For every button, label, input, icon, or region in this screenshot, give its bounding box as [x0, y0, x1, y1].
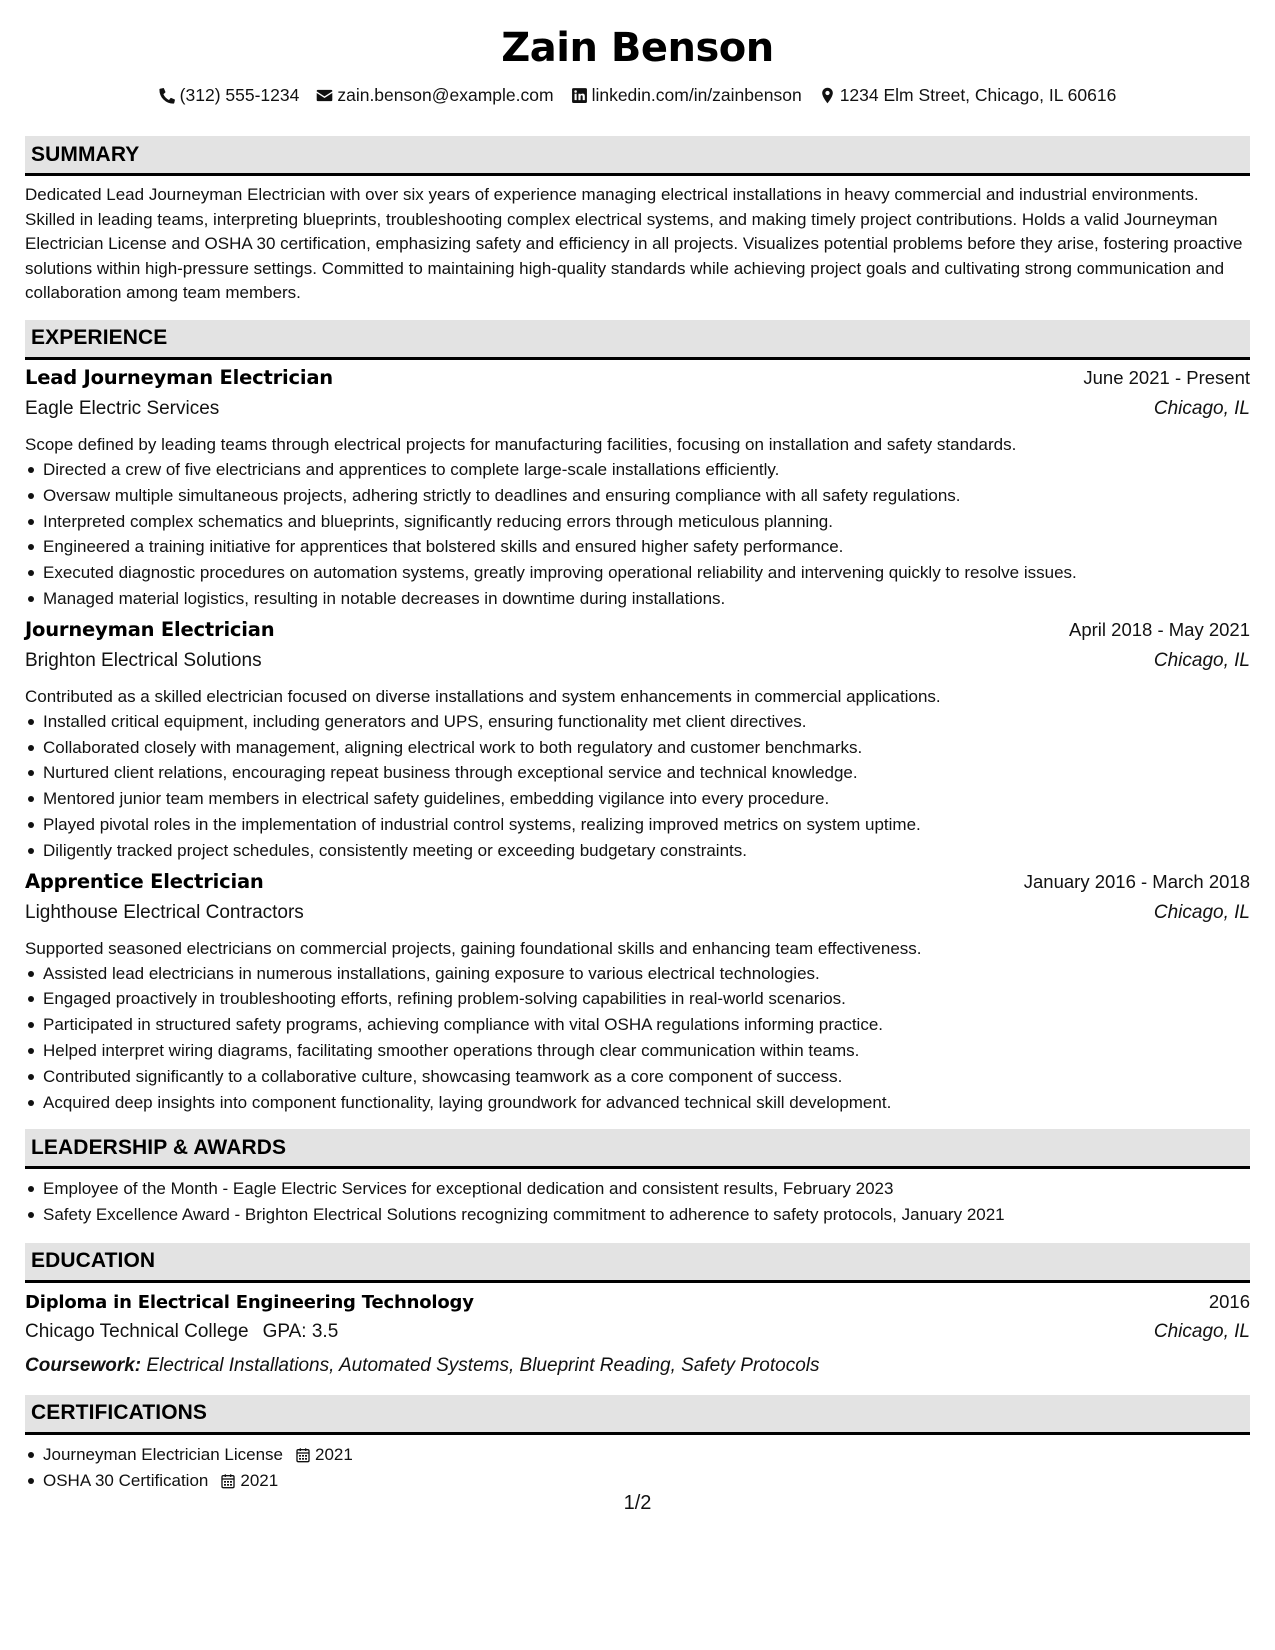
cert-year: 2021 [315, 1444, 353, 1464]
bullet-item: Nurtured client relations, encouraging repeat business through exceptional service and technical knowledge. [25, 760, 1250, 786]
coursework-label: Coursework: [25, 1354, 142, 1376]
edu-coursework [25, 1351, 1250, 1381]
job-location: Chicago, IL [1153, 901, 1250, 923]
contact-phone [159, 84, 300, 106]
page-number: 1/2 [623, 1492, 652, 1514]
contact-linkedin[interactable] [571, 84, 802, 106]
linkedin-icon [571, 87, 588, 104]
edu-year: 2016 [1208, 1290, 1250, 1312]
cert-year: 2021 [240, 1470, 279, 1490]
edu-gpa: GPA: 3.5 [262, 1320, 339, 1342]
job-scope: Contributed as a skilled electrician focused on diverse installations and system enhancements in commercial applications. [25, 686, 941, 706]
job-company: Brighton Electrical Solutions [25, 649, 262, 671]
summary-heading: SUMMARY [25, 136, 1250, 176]
calendar-icon [295, 1447, 311, 1463]
calendar-icon [220, 1473, 236, 1489]
bullet-item: Interpreted complex schematics and blueprints, significantly reducing errors through meticulous planning. [25, 509, 1250, 535]
certifications-heading: CERTIFICATIONS [25, 1395, 1250, 1435]
cert-item [25, 1468, 1250, 1494]
job-bullets [25, 961, 1250, 1116]
job-location: Chicago, IL [1153, 397, 1250, 419]
coursework-list: Electrical Installations, Automated Systems, Blueprint Reading, Safety Protocols [146, 1354, 820, 1376]
job-entry [25, 618, 1250, 864]
bullet-item: Participated in structured safety programs, achieving compliance with vital OSHA regulations informing practice. [25, 1012, 1250, 1038]
address-text: 1234 Elm Street, Chicago, IL 60616 [839, 85, 1117, 105]
experience-heading: EXPERIENCE [25, 320, 1250, 360]
bullet-item: Mentored junior team members in electrical safety guidelines, embedding vigilance into every procedure. [25, 786, 1250, 812]
job-bullets [25, 709, 1250, 864]
cert-item [25, 1442, 1250, 1468]
job-dates: January 2016 - March 2018 [1023, 870, 1250, 892]
award-item: Safety Excellence Award - Brighton Electrical Solutions recognizing commitment to adherence to safety protocols, January 2021 [25, 1202, 1250, 1228]
email-link[interactable]: zain.benson@example.com [337, 85, 554, 105]
resume-page [25, 0, 1250, 1650]
job-title: Apprentice Electrician [25, 869, 264, 893]
job-scope: Scope defined by leading teams through electrical projects for manufacturing facilities, focusing on installation and safety standards. [25, 434, 1017, 454]
bullet-item: Engaged proactively in troubleshooting efforts, refining problem-solving capabilities in real-world scenarios. [25, 986, 1250, 1012]
certifications-list [25, 1442, 1250, 1494]
job-company: Eagle Electric Services [25, 397, 220, 419]
bullet-item: Engineered a training initiative for apprentices that bolstered skills and ensured higher safety performance. [25, 534, 1250, 560]
bullet-item: Helped interpret wiring diagrams, facilitating smoother operations through clear communication within teams. [25, 1038, 1250, 1064]
job-title: Lead Journeyman Electrician [25, 365, 333, 389]
summary-text: Dedicated Lead Journeyman Electrician with over six years of experience managing electrical installations in heavy commercial and industrial environments. Skilled in leading teams, interpreting blueprints, troubleshooting complex electrical systems, and making timely project contributions. Holds a valid Journeyman Electrician License and OSHA 30 certification, emphasizing safety and efficiency in all projects. Visualizes potential problems before they arise, fostering proactive solutions within high-pressure settings. Committed to maintaining high-quality standards while achieving project goals and cultivating strong communication and collaboration among team members. [25, 185, 1243, 303]
awards-list [25, 1176, 1250, 1228]
edu-degree: Diploma in Electrical Engineering Technology [25, 1291, 474, 1313]
job-company: Lighthouse Electrical Contractors [25, 901, 304, 923]
contact-address [819, 84, 1117, 106]
bullet-item: Contributed significantly to a collaborative culture, showcasing teamwork as a core component of success. [25, 1064, 1250, 1090]
bullet-item: Executed diagnostic procedures on automation systems, greatly improving operational reliability and intervening quickly to resolve issues. [25, 560, 1250, 586]
cert-name: OSHA 30 Certification [43, 1470, 209, 1490]
bullet-item: Collaborated closely with management, aligning electrical work to both regulatory and customer benchmarks. [25, 735, 1250, 761]
bullet-item: Assisted lead electricians in numerous installations, gaining exposure to various electrical technologies. [25, 961, 1250, 987]
bullet-item: Diligently tracked project schedules, consistently meeting or exceeding budgetary constraints. [25, 838, 1250, 864]
education-heading: EDUCATION [25, 1243, 1250, 1283]
job-entry [25, 870, 1250, 1116]
job-dates: June 2021 - Present [1083, 366, 1250, 388]
job-entry [25, 366, 1250, 612]
bullet-item: Managed material logistics, resulting in notable decreases in downtime during installations. [25, 586, 1250, 612]
bullet-item: Installed critical equipment, including generators and UPS, ensuring functionality met client directives. [25, 709, 1250, 735]
candidate-name: Zain Benson [501, 25, 774, 71]
edu-school: Chicago Technical College [25, 1320, 249, 1342]
phone-text: (312) 555-1234 [179, 85, 300, 105]
job-scope: Supported seasoned electricians on commercial projects, gaining foundational skills and enhancing team effectiveness. [25, 938, 922, 958]
bullet-item: Acquired deep insights into component functionality, laying groundwork for advanced technical skill development. [25, 1090, 1250, 1116]
envelope-icon [316, 87, 333, 104]
edu-location: Chicago, IL [1153, 1320, 1250, 1342]
edu-school-line [25, 1321, 338, 1343]
job-location: Chicago, IL [1153, 649, 1250, 671]
awards-heading: LEADERSHIP & AWARDS [25, 1129, 1250, 1169]
map-marker-icon [819, 87, 836, 104]
award-item: Employee of the Month - Eagle Electric Services for exceptional dedication and consistent results, February 2023 [25, 1176, 1250, 1202]
contact-bar [25, 84, 1250, 106]
job-bullets [25, 457, 1250, 612]
bullet-item: Played pivotal roles in the implementation of industrial control systems, realizing improved metrics on system uptime. [25, 812, 1250, 838]
job-title: Journeyman Electrician [25, 617, 275, 641]
cert-name: Journeyman Electrician License [43, 1444, 284, 1464]
job-dates: April 2018 - May 2021 [1069, 618, 1250, 640]
bullet-item: Directed a crew of five electricians and apprentices to complete large-scale installations efficiently. [25, 457, 1250, 483]
linkedin-link[interactable]: linkedin.com/in/zainbenson [591, 85, 802, 105]
contact-email[interactable] [316, 84, 553, 106]
phone-icon [159, 87, 176, 104]
bullet-item: Oversaw multiple simultaneous projects, adhering strictly to deadlines and ensuring compliance with all safety regulations. [25, 483, 1250, 509]
